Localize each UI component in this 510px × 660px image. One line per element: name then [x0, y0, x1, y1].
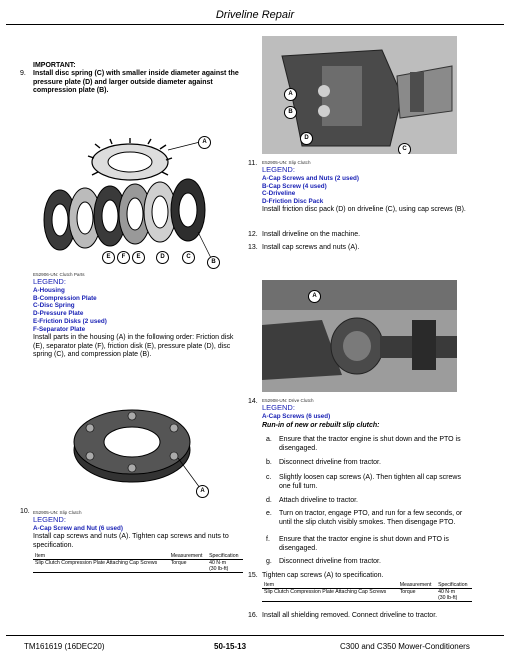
drive-clutch-photo	[262, 280, 457, 392]
spec-header-specification: Specification	[207, 553, 243, 560]
important-label: IMPORTANT:	[33, 62, 76, 69]
substep-key: f.	[266, 536, 270, 543]
footer-product-name: C300 and C350 Mower-Conditioners	[340, 642, 470, 651]
spec-header-measurement: Measurement	[169, 553, 207, 560]
substep-text: Attach driveline to tractor.	[279, 497, 358, 504]
footer-rule	[6, 635, 504, 636]
step-11-number: 11.	[248, 160, 258, 167]
label-b: B	[207, 256, 220, 269]
step-13-text: Install cap screws and nuts (A).	[262, 244, 360, 251]
label-c: C	[398, 143, 411, 154]
clutch-parts-legend	[33, 287, 107, 333]
slip-clutch-housing-figure	[60, 390, 210, 500]
step-11-text: Install friction disc pack (D) on driveline (C), using cap screws (B).	[262, 206, 466, 213]
housing-drawing	[88, 138, 172, 180]
legend-item: C-Disc Spring	[33, 302, 75, 310]
legend-item: B-Compression Plate	[33, 294, 97, 302]
substep-text: Disconnect driveline from tractor.	[279, 558, 381, 565]
spec-item: Slip Clutch Compression Plate Attaching Cap Screws	[33, 560, 169, 573]
substep-key: b.	[266, 459, 272, 466]
label-e: E	[132, 251, 145, 264]
legend-item: A-Housing	[33, 287, 65, 294]
step-12-number: 12.	[248, 231, 258, 238]
spec-header-item: Item	[33, 553, 169, 560]
step-14-number: 14.	[248, 398, 258, 405]
spec-header-measurement: Measurement	[398, 582, 436, 589]
label-a: A	[198, 136, 211, 149]
legend-item: A-Cap Screws and Nuts (2 used)	[262, 175, 359, 182]
substep-key: d.	[266, 497, 272, 504]
slip-clutch-caption: E52905-UN: Slip Clutch	[262, 160, 311, 165]
step-16-text: Install all shielding removed. Connect driveline to tractor.	[262, 612, 438, 619]
substep-key: g.	[266, 558, 272, 565]
legend-heading: LEGEND:	[33, 277, 66, 286]
legend-item: B-Cap Screw (4 used)	[262, 182, 327, 190]
label-d: D	[156, 251, 169, 264]
step-9-number: 9.	[20, 70, 26, 77]
label-a: A	[284, 88, 297, 101]
label-a: A	[196, 485, 209, 498]
disc-stack-drawing	[44, 179, 205, 250]
legend-item: D-Pressure Plate	[33, 310, 84, 318]
step-16-number: 16.	[248, 612, 258, 619]
spec-measurement: Torque	[169, 560, 207, 573]
spec-value: 40 N·m (30 lb-ft)	[207, 560, 243, 573]
drive-clutch-caption: E52908-UN: Drive Clutch	[262, 398, 314, 403]
label-a: A	[308, 290, 321, 303]
legend-item: A-Cap Screw and Nut (6 used)	[33, 525, 123, 532]
substep-text: Disconnect driveline from tractor.	[279, 459, 381, 466]
label-b: B	[284, 106, 297, 119]
page-header-title: Driveline Repair	[215, 9, 295, 21]
substep-key: c.	[266, 474, 272, 481]
step-9-text: Install disc spring (C) with smaller inside diameter against the pressure plate (D) and larger outside diameter against compression plate (B).	[33, 70, 239, 95]
install-order-text: Install parts in the housing (A) in the following order: Friction disk (E), separator plate (F), friction disk (E), pressure plate (D), disc spring (C), and compression plate (B).	[33, 334, 234, 359]
torque-spec-table	[33, 553, 243, 573]
clutch-parts-caption: E52906-UN: Clutch Parts	[33, 272, 85, 277]
legend-item: E-Friction Disks (2 used)	[33, 317, 107, 325]
step-10-number: 10.	[20, 508, 30, 515]
slip-clutch-caption: E52905-UN: Slip Clutch	[33, 510, 82, 515]
step-15-text: Tighten cap screws (A) to specification.	[262, 572, 384, 579]
header-rule	[6, 24, 504, 25]
legend-heading: LEGEND:	[262, 165, 295, 174]
spec-value: 40 N·m (30 lb-ft)	[436, 589, 472, 602]
label-d: D	[300, 132, 313, 145]
substep-key: a.	[266, 436, 272, 443]
legend-item: D-Friction Disc Pack	[262, 198, 324, 206]
step-13-number: 13.	[248, 244, 258, 251]
legend-heading: LEGEND:	[262, 403, 295, 412]
spec-header-item: Item	[262, 582, 398, 589]
substep-text: Turn on tractor, engage PTO, and run for a few seconds, or until the slip clutch visibly smokes. Then disengage PTO.	[279, 510, 463, 526]
footer-doc-id: TM161619 (16DEC20)	[24, 642, 105, 651]
label-c: C	[182, 251, 195, 264]
legend-item: A-Cap Screws (6 used)	[262, 413, 331, 420]
substep-key: e.	[266, 510, 272, 517]
run-in-heading: Run-in of new or rebuilt slip clutch:	[262, 422, 380, 429]
spec-measurement: Torque	[398, 589, 436, 602]
footer-page-number: 50-15-13	[214, 642, 247, 651]
slip-clutch-photo	[262, 36, 457, 154]
legend-item: C-Driveline	[262, 190, 296, 198]
label-e-2: E	[102, 251, 115, 264]
substep-text: Slightly loosen cap screws (A). Then tighten all cap screws one full turn.	[279, 474, 461, 490]
spec-item: Slip Clutch Compression Plate Attaching Cap Screws	[262, 589, 398, 602]
legend-heading: LEGEND:	[33, 515, 66, 524]
slip-clutch-legend	[262, 175, 359, 206]
step-12-text: Install driveline on the machine.	[262, 231, 361, 238]
substep-text: Ensure that the tractor engine is shut down and PTO is disengaged.	[279, 536, 449, 552]
step-10-text: Install cap screws and nuts (A). Tighten cap screws and nuts to specification.	[33, 533, 229, 549]
label-f: F	[117, 251, 130, 264]
substep-text: Ensure that the tractor engine is shut down and the PTO is disengaged.	[279, 436, 461, 452]
spec-header-specification: Specification	[436, 582, 472, 589]
step-15-number: 15.	[248, 572, 258, 579]
legend-item: F-Separator Plate	[33, 325, 86, 333]
torque-spec-table	[262, 582, 472, 602]
